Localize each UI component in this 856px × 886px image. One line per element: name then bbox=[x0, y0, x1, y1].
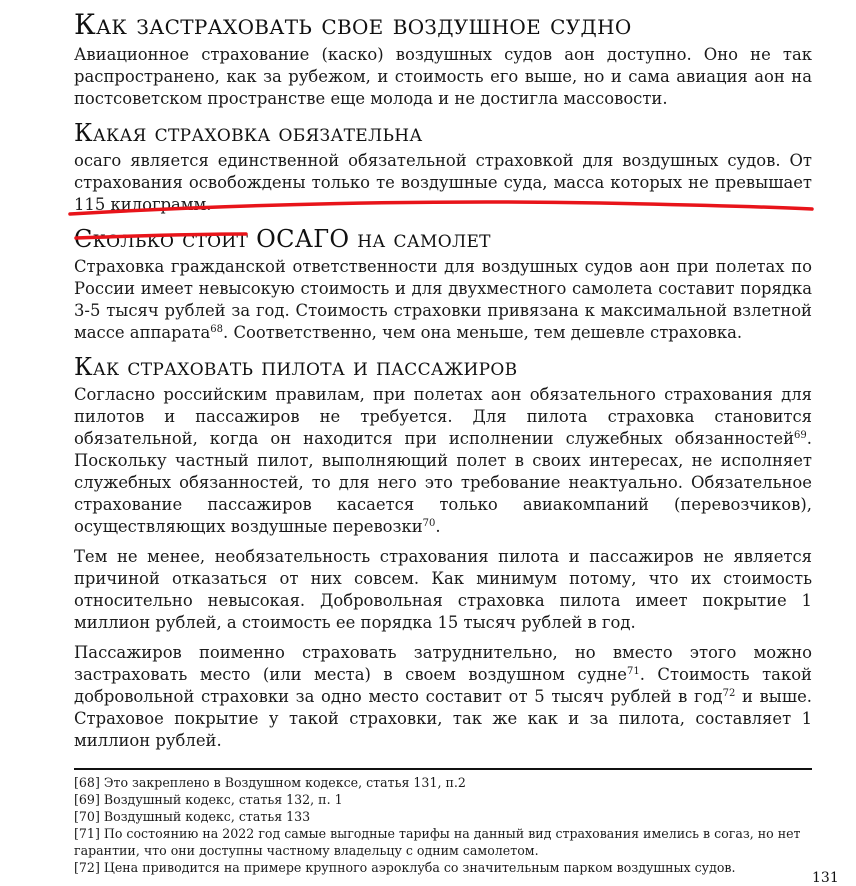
section-heading-insure-aircraft: Как застраховать свое воздушное судно bbox=[74, 8, 632, 41]
footnote-ref-68[interactable]: 68 bbox=[210, 324, 224, 335]
section-heading-mandatory-insurance: Какая страховка обязательна bbox=[74, 119, 423, 147]
text-run: . bbox=[435, 517, 441, 536]
paragraph-casco: Авиационное страхование (каско) воздушных судов аон доступно. Оно не так распространено, как за рубежом, и стоимость его выше, но и сама авиация аон на постсоветском пространстве еще молода и не достигла массовости. bbox=[74, 45, 812, 108]
text-run: . Стоимость такой добровольной страховки за одно место составит от 5 тысяч рублей в год bbox=[74, 665, 812, 706]
footnote-71: [71] По состоянию на 2022 год самые выгодные тарифы на данный вид страхования имелись в согаз, но нет гарантии, что они доступны частному владельцу с одним самолетом. bbox=[74, 826, 801, 858]
paragraph-russian-rules bbox=[74, 384, 812, 538]
section-heading-osago-cost: Сколько стоит ОСАГО на самолет bbox=[74, 225, 491, 253]
text-run: . Соответственно, чем она меньше, тем дешевле страховка. bbox=[223, 323, 743, 342]
text-run: . Поскольку частный пилот, выполняющий полет в своих интересах, не исполняет служебных обязанностей, то для него это требование неактуально. Обязательное страхование пассажиров касается только авиакомпаний (перевозчиков), осуществляющих воздушные перевозки bbox=[74, 429, 812, 536]
footnote-70: [70] Воздушный кодекс, статья 133 bbox=[74, 809, 311, 824]
footnote-69: [69] Воздушный кодекс, статья 132, п. 1 bbox=[74, 792, 343, 807]
paragraph-osago-mandatory: осаго является единственной обязательной страховкой для воздушных судов. От страхования освобождены только те воздушные суда, масса которых не превышает 115 килограмм. bbox=[74, 151, 812, 214]
footnote-ref-70[interactable]: 70 bbox=[422, 518, 436, 529]
paragraph-osago-cost bbox=[74, 256, 812, 344]
footnotes bbox=[74, 768, 812, 876]
page-number: 131 bbox=[812, 870, 839, 886]
document-page bbox=[74, 0, 812, 876]
footnote-ref-71[interactable]: 71 bbox=[626, 666, 640, 677]
text-run: и выше. Страховое покрытие у такой страховки, так же как и за пилота, составляет 1 миллион рублей. bbox=[74, 687, 812, 750]
paragraph-passenger-seats bbox=[74, 642, 812, 752]
text-run: Пассажиров поименно страховать затруднительно, но вместо этого можно застраховать место (или места) в своем воздушном судне bbox=[74, 643, 812, 684]
paragraph-voluntary-pilot: Тем не менее, необязательность страхования пилота и пассажиров не является причиной отказаться от них совсем. Как минимум потому, что их стоимость относительно невысокая. Добровольная страховка пилота имеет покрытие 1 миллион рублей, а стоимость ее порядка 15 тысяч рублей в год. bbox=[74, 547, 812, 632]
footnote-72: [72] Цена приводится на примере крупного аэроклуба со значительным парком воздушных судов. bbox=[74, 860, 736, 875]
footnote-68: [68] Это закреплено в Воздушном кодексе, статья 131, п.2 bbox=[74, 775, 466, 790]
footnote-ref-72[interactable]: 72 bbox=[722, 688, 736, 699]
text-run: Согласно российским правилам, при полетах аон обязательного страхования для пилотов и пассажиров не требуется. Для пилота страховка становится обязательной, когда он находится при исполнении служебных обязанностей bbox=[74, 385, 812, 448]
footnote-ref-69[interactable]: 69 bbox=[794, 430, 807, 441]
text-run: Страховка гражданской ответственности для воздушных судов аон при полетах по России имеет невысокую стоимость и для двухместного самолета составит порядка 3-5 тысяч рублей за год. Стоимость страховки привязана к максимальной взлетной массе аппарата bbox=[74, 257, 812, 342]
section-heading-pilot-passengers: Как страховать пилота и пассажиров bbox=[74, 353, 518, 381]
